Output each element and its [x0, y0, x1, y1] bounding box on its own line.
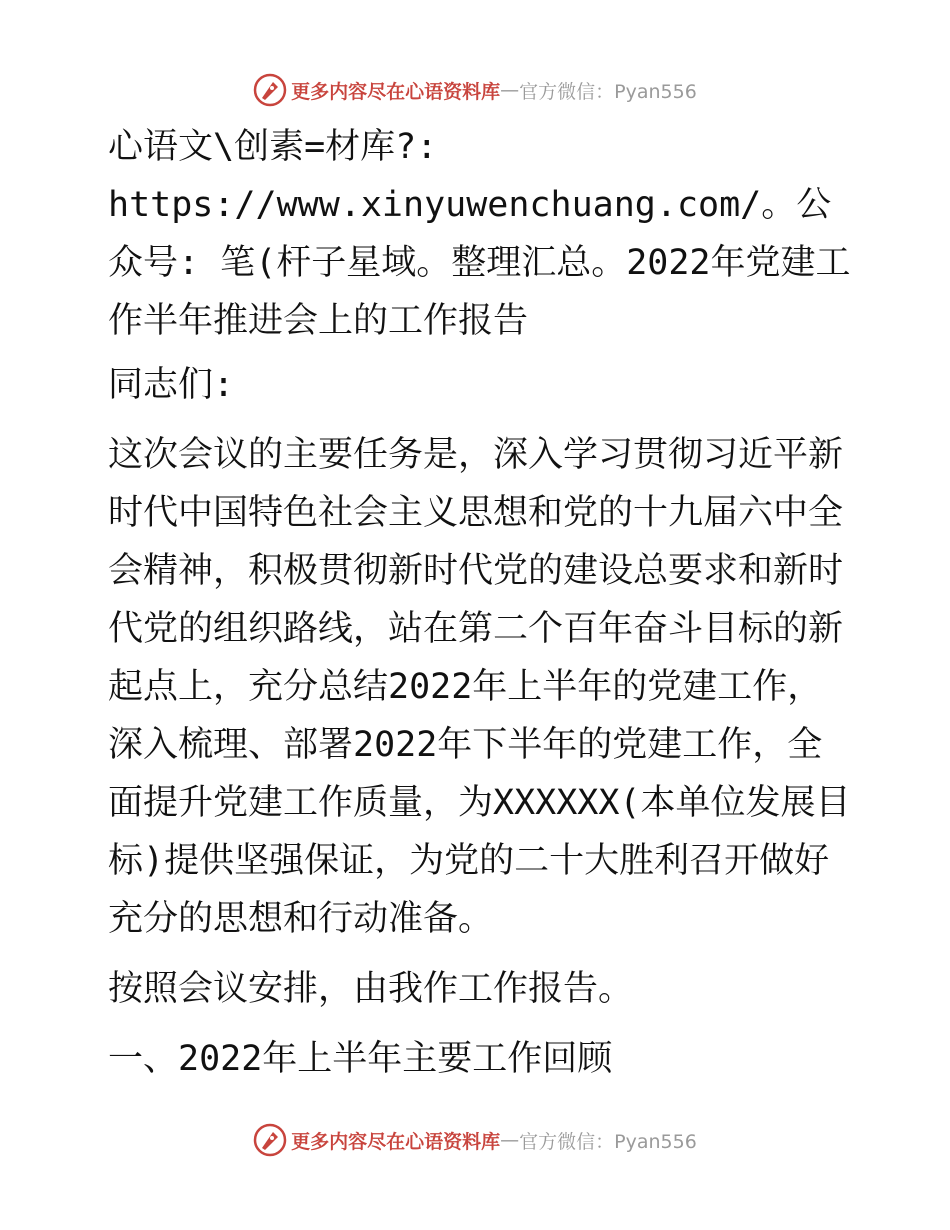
body-paragraph-1: 这次会议的主要任务是，深入学习贯彻习近平新时代中国特色社会主义思想和党的十九届六中全会精神，积极贯彻新时代党的建设总要求和新时代党的组织路线，站在第二个百年奋斗目标的新起点上，充分总结2022年上半年的党建工作，深入梳理、部署2022年下半年的党建工作，全面提升党建工作质量，为XXXXXX(本单位发展目标)提供坚强保证，为党的二十大胜利召开做好充分的思想和行动准备。	[108, 435, 851, 939]
watermark-contact-text: 官方微信：Pyan556	[519, 1130, 697, 1153]
pen-nib-icon	[253, 1123, 287, 1157]
intro-paragraph: 心语文\创素=材库?: https://www.xinyuwenchuang.com/。公众号: 笔(杆子星域。整理汇总。2022年党建工作半年推进会上的工作报告	[108, 127, 851, 341]
watermark-main-text: 更多内容尽在心语资料库	[291, 80, 501, 103]
watermark-contact-text: 官方微信：Pyan556	[519, 80, 697, 103]
watermark-footer	[0, 1120, 950, 1160]
body-paragraph-2: 按照会议安排，由我作工作报告。	[108, 969, 634, 1009]
document-body	[96, 118, 856, 1100]
watermark-main-text: 更多内容尽在心语资料库	[291, 1130, 501, 1153]
watermark-header	[0, 70, 950, 110]
watermark-separator: —	[500, 1129, 520, 1151]
watermark-separator: —	[500, 79, 520, 101]
pen-nib-icon	[253, 73, 287, 107]
section-heading-1: 一、2022年上半年主要工作回顾	[108, 1039, 613, 1079]
greeting: 同志们:	[108, 365, 235, 405]
